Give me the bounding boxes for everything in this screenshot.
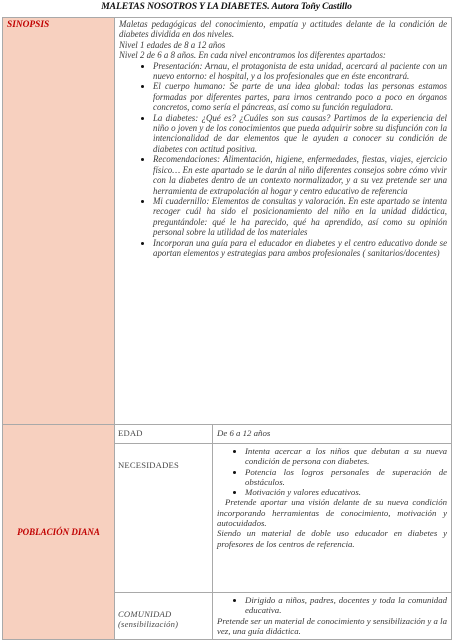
edad-value: De 6 a 12 años	[213, 425, 452, 444]
edad-label: EDAD	[115, 425, 213, 444]
necesidades-label: NECESIDADES	[115, 444, 213, 593]
sinopsis-intro-2: Nivel 1 edades de 8 a 12 años	[119, 39, 226, 50]
necesidades-item: • Intenta acercar a los niños que debutan a su nueva condición de persona con diabetes.	[245, 446, 447, 467]
necesidades-list	[217, 446, 447, 497]
sinopsis-intro-3: Nivel 2 de 6 a 8 años. En cada nivel encontramos los diferentes apartados:	[119, 50, 386, 61]
comunidad-list	[217, 595, 447, 616]
poblacion-label: POBLACIÓN DIANA	[3, 425, 115, 640]
sinopsis-item-diabetes: • La diabetes: ¿Qué es? ¿Cuáles son sus causas? Partimos de la experiencia del niño o joven y de los conocimientos que pueda adquirir sobre su disfunción con la intencionalidad de dar elementos que le ayuden a conocer su condición de diabetes con actitud positiva.	[153, 113, 447, 155]
sinopsis-item-cuerpo-humano: • El cuerpo humano: Se parte de una idea global: todas las personas estamos formadas por diferentes partes, para irnos centrando poco a poco en órganos concretos, como sería el páncreas, así como su función reguladora.	[153, 81, 447, 112]
sinopsis-item-recomendaciones: • Recomendaciones: Alimentación, higiene, enfermedades, fiestas, viajes, ejercicio físico… En este apartado se le darán al niño diferentes consejos sobre cómo vivir con la diabetes dentro de un contexto normalizador, y a su vez pretende ser una herramienta de extrapolación al hogar y centro educativo de referencia	[153, 154, 447, 196]
sinopsis-intro-1: Maletas pedagógicas del conocimiento, empatía y actitudes delante de la condición de diabetes dividida en dos niveles.	[119, 19, 448, 40]
necesidades-content	[213, 444, 452, 593]
sinopsis-item-guia: • Incorporan una guía para el educador en diabetes y el centro educativo donde se aportan elementos y estrategias para ambos profesionales ( sanitarios/docentes)	[153, 238, 447, 259]
comunidad-label: COMUNIDAD (sensibilización)	[115, 593, 213, 640]
sinopsis-content	[115, 18, 452, 425]
necesidades-paragraph: Pretende aportar una visión delante de su nueva condición incorporando herramientas de conocimiento, motivación y autocuidados.	[217, 497, 448, 529]
document-title: MALETAS NOSOTROS Y LA DIABETES. Autora Toñy Castillo	[101, 1, 352, 12]
edad-row	[3, 425, 452, 444]
necesidades-item: • Potencia los logros personales de superación de obstáculos.	[245, 467, 447, 488]
comunidad-content	[213, 593, 452, 640]
necesidades-paragraph: Siendo un material de doble uso educador en diabetes y profesores de los centros de referencia.	[217, 528, 448, 549]
sinopsis-label: SINOPSIS	[3, 18, 115, 425]
comunidad-item: • Dirigido a niños, padres, docentes y toda la comunidad educativa.	[245, 595, 447, 616]
comunidad-paragraph: Pretende ser un material de conocimiento y sensibilización y a la vez, una guía didáctica.	[217, 615, 448, 636]
sinopsis-item-presentacion: • Presentación: Arnau, el protagonista de esta unidad, acercará al paciente con un nuevo entorno: el hospital, y a los profesionales que en éste encontrará.	[153, 61, 447, 82]
info-table	[2, 17, 452, 640]
necesidades-item: • Motivación y valores educativos.	[245, 487, 447, 497]
sinopsis-row	[3, 18, 452, 425]
sinopsis-item-cuadernillo: • Mi cuadernillo: Elementos de consultas y valoración. En este apartado se intenta recoger cuál ha sido el posicionamiento del niño en la unidad didáctica, preguntándole: qué le ha parecido, qué ha aprendido, así como su opinión personal sobre la utilidad de los materiales	[153, 196, 447, 238]
sinopsis-list	[119, 61, 447, 259]
